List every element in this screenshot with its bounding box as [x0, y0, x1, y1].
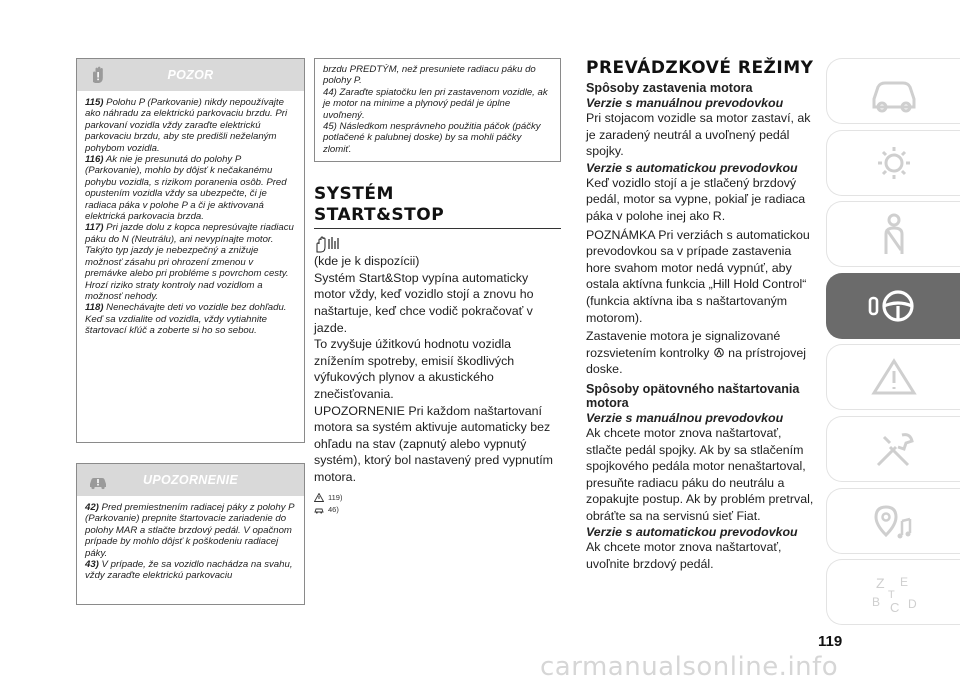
svg-text:Z: Z	[875, 575, 885, 592]
continued-item-0	[323, 64, 552, 87]
sun-lights-icon	[864, 139, 924, 187]
right-column	[586, 58, 818, 573]
auto-heading-1: Verzie s automatickou prevodovkou	[586, 160, 798, 175]
cross-references	[314, 492, 561, 516]
item-text: Nenechávajte deti vo vozidle bez dohľadu. Keď sa vzdialite od vozidla, vždy vytiahnite štartovací kľúč a zoberte si ho so sebou.	[85, 302, 287, 337]
auto-text-1: Keď vozidlo stojí a je stlačený brzdový pedál, motor sa vypne, pokiaľ je radiaca páka v polohe inej ako R.	[586, 175, 806, 223]
watermark: carmanualsonline.info	[540, 652, 839, 682]
left.pozor-item-3	[85, 302, 296, 336]
item-number: 42)	[85, 502, 99, 513]
warning-triangle-icon	[864, 353, 924, 401]
chapter-tab-seat-belt-person[interactable]	[826, 201, 960, 267]
upozornenie-box	[76, 463, 305, 605]
paragraph-2: To zvyšuje úžitkovú hodnotu vozidla znížením spotreby, emisií škodlivých výfukových plynov a akustického znečisťovania.	[314, 337, 515, 401]
auto-note-1: POZNÁMKA Pri verziách s automatickou prevodovkou sa v prípade zastavenia hore svahom motor nedá vypnúť, aby ostala aktívna funkcia „Hill Hold Control“ (funkcia aktívna iba s naštartovaným motorom).	[586, 227, 810, 325]
chapter-tab-navigation-multimedia[interactable]	[826, 488, 960, 554]
item-text: Zaraďte spiatočku len pri zastavenom vozidle, ak je motor na minime a plynový pedál je úplne uvoľnený.	[323, 86, 548, 121]
item-number: 45)	[323, 121, 337, 133]
section-title-line2: START&STOP	[314, 205, 445, 226]
item-text: Následkom nesprávneho použitia páčok (páčky potlačené k palubnej doske) by sa mohli páčky zlomiť.	[323, 121, 541, 155]
car-caution-icon	[314, 505, 324, 514]
car-icon	[864, 67, 924, 115]
left.pozor-item-2	[85, 222, 296, 302]
left.upozornenie-item-0	[85, 502, 296, 559]
pozor-header	[77, 59, 304, 91]
sub-heading-restart: Spôsoby opätovného naštartovania motora	[586, 381, 800, 410]
item-number: 115)	[85, 97, 104, 108]
paragraph-1: Systém Start&Stop vypína automaticky motor vždy, keď vozidlo stojí a znovu ho naštartuje, keď chce vodič pokračovať v jazde.	[314, 270, 534, 335]
item-number: 116)	[85, 154, 104, 166]
left.upozornenie-item-1	[85, 559, 296, 582]
sub-heading-stop: Spôsoby zastavenia motora	[586, 81, 753, 95]
hand-signal-icon	[314, 235, 342, 253]
paragraph-0: (kde je k dispozícii)	[314, 254, 420, 269]
item-text: Ak nie je presunutá do polohy P (Parkovanie), mohlo by dôjsť k nečakanému pohybu vozidla, s rizikom poranenia osôb. Pred opustením vozidla vždy sa ubezpečte, či je radiaca páka v polohe P a či je aktivovaná elektrická parkovacia brzda.	[85, 154, 287, 223]
steering-wheel-key-icon	[864, 282, 924, 330]
section-title-line1: SYSTÉM	[314, 184, 394, 205]
ref-warning	[314, 492, 561, 504]
auto-heading-2: Verzie s automatickou prevodovkou	[586, 525, 798, 540]
signal-text-pre: Zastavenie motora je signalizované rozsvietením kontrolky	[586, 329, 781, 360]
item-text: Polohu P (Parkovanie) nikdy nepoužívajte ako náhradu za elektrickú parkovaciu brzdu. Pri parkovaní vozidla vždy zaraďte elektrickú parkovaciu brzdu, aby ste predišli neželaným pohybom vozidla.	[85, 97, 288, 154]
chapter-tab-warning-triangle[interactable]	[826, 344, 960, 410]
warning-triangle-icon	[314, 493, 324, 502]
left.pozor-item-1	[85, 154, 296, 222]
item-number: 118)	[85, 302, 104, 314]
item-number: 117)	[85, 222, 104, 234]
manual-heading-2: Verzie s manuálnou prevodovkou	[586, 410, 784, 425]
pozor-title: POZOR	[167, 68, 214, 82]
item-text: V prípade, že sa vozidlo nachádza na svahu, vždy zaraďte elektrickú parkovaciu	[85, 559, 293, 582]
upozornenie-continued-box	[314, 58, 561, 162]
left.pozor-item-0	[85, 97, 296, 154]
chapter-tab-car[interactable]	[826, 58, 960, 124]
upozornenie-title: UPOZORNENIE	[143, 473, 238, 487]
manual-heading-1: Verzie s manuálnou prevodovkou	[586, 96, 784, 110]
chapter-tab-index-letters[interactable]	[826, 559, 960, 625]
start-stop-text	[314, 253, 561, 485]
manual-text-1: Pri stojacom vozidle sa motor zastaví, ak je zaradený neutrál a uvoľnený pedál spojky.	[586, 111, 811, 159]
svg-text:E: E	[899, 575, 908, 590]
pozor-warning-box	[76, 58, 305, 443]
item-text: brzdu PREDTÝM, než presuniete radiacu páku do polohy P.	[323, 64, 536, 87]
upozornenie-body	[77, 496, 304, 589]
page-number: 119	[818, 633, 843, 650]
car-warning-icon	[87, 469, 109, 491]
svg-text:C: C	[889, 600, 899, 616]
svg-text:T: T	[887, 589, 895, 602]
item-text: Pri jazde dolu z kopca nepresúvajte riadiacu páku do N (Neutrálu), ani nevypínajte motor. Takýto typ jazdy je nebezpečný a znižuje možnosť zásahu pri ohrození zmenou v premávke alebo pri probléme s povrchom cesty. Hrozí riziko straty kontroly nad vozidlom a možnosť nehody.	[85, 222, 294, 302]
signal-text-post: na prístrojovej doske.	[586, 345, 806, 377]
item-text: Pred premiestnením radiacej páky z polohy P (Parkovanie) prepnite štartovacie zariadenie do polohy MAR a stlačte brzdový pedál. V opačnom prípade by mohlo dôjsť k poškodeniu radiacej páky.	[85, 502, 295, 559]
item-number: 44)	[323, 86, 337, 98]
chapter-tab-tools[interactable]	[826, 416, 960, 482]
index-letters-icon	[864, 568, 924, 616]
manual-text-2: Ak chcete motor znova naštartovať, stlačte pedál spojky. Ak by sa stlačením spojkového pedála motor nenaštartoval, presuňte radiacu páku do neutrálu a zopakujte postup. Ak by problém pretrval, obráťte sa na servisnú sieť Fiat.	[586, 425, 814, 523]
start-stop-indicator-icon	[713, 347, 725, 358]
ref-caution	[314, 504, 561, 516]
upozornenie-header	[77, 464, 304, 496]
danger-hand-icon	[87, 64, 109, 86]
continued-item-1	[323, 87, 552, 121]
auto-text-2: Ak chcete motor znova naštartovať, uvoľnite brzdový pedál.	[586, 540, 782, 572]
navigation-multimedia-icon	[864, 497, 924, 545]
svg-text:B: B	[871, 595, 880, 610]
left-column	[76, 58, 305, 605]
operating-modes-title: PREVÁDZKOVÉ REŽIMY	[586, 58, 814, 78]
svg-text:D: D	[907, 597, 917, 612]
ref-caution-number[interactable]: 46)	[328, 504, 339, 514]
chapter-tab-sun-lights[interactable]	[826, 130, 960, 196]
paragraph-3: UPOZORNENIE Pri každom naštartovaní motora sa systém aktivuje automaticky bez ohľadu na stav (zapnutý alebo vypnutý systém), ktorý bol nastavený pred vypnutím motora.	[314, 403, 553, 484]
ref-warning-number[interactable]: 119)	[328, 492, 343, 502]
chapter-tab-steering-wheel-key[interactable]	[826, 273, 960, 339]
tools-icon	[864, 425, 924, 473]
middle-column	[314, 58, 561, 516]
continued-item-2	[323, 121, 552, 155]
signal-paragraph	[586, 328, 818, 378]
pozor-body	[77, 91, 304, 344]
item-number: 43)	[85, 559, 99, 571]
hand-signal-icon-row	[314, 235, 561, 253]
chapter-tabs	[826, 58, 960, 623]
start-stop-heading	[314, 184, 561, 229]
seat-belt-person-icon	[864, 210, 924, 258]
